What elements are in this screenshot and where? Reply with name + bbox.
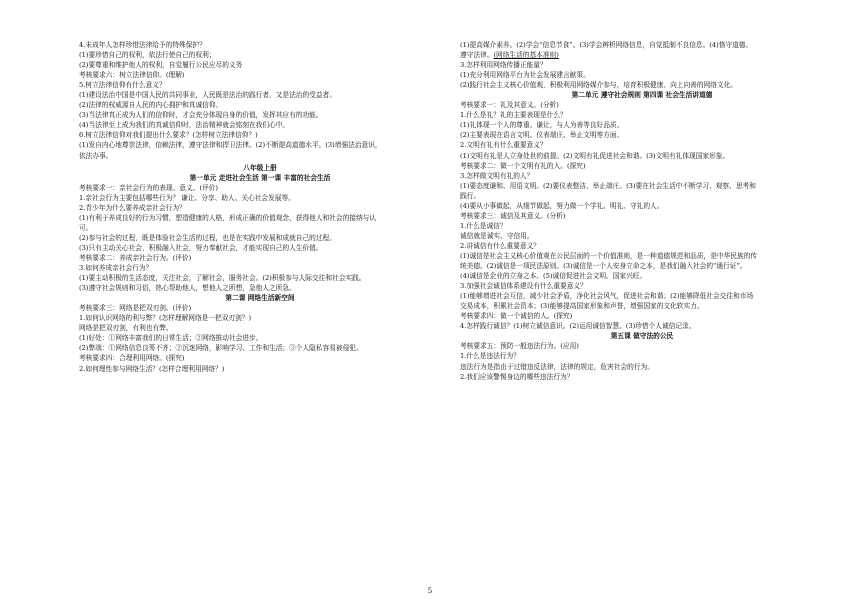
text-line <box>460 181 824 191</box>
line-text: (1)有利于养成良好的行为习惯，塑造健康的人格，形成正确的价值观念，获得他人和社会的接纳与认 <box>79 213 377 222</box>
text-line <box>460 50 824 60</box>
line-text: 践行。 <box>460 191 481 200</box>
text-line <box>460 80 824 90</box>
line-text: 1.亲社会行为主要包括哪些行为？ 谦让、分享、助人、关心社会发展等。 <box>79 193 295 202</box>
line-text: (2)参与社会的过程，既是体验社会生活的过程，也是在实践中发展和成就自己的过程。 <box>79 233 336 242</box>
text-line <box>79 110 441 120</box>
page-number: 5 <box>427 587 433 595</box>
line-text: 5.树立法律信仰有什么意义？ <box>79 81 166 90</box>
line-text: 4.怎样践行诚信？(1)树立诚信意识。(2)运用诚信智慧。(3)珍惜个人诚信记录。 <box>460 322 696 331</box>
text-line <box>79 223 441 233</box>
text-line <box>79 80 441 90</box>
line-text: 交易成本，积累社会资本；(3)能够提高国家形象和声誉，增强国家的文化软实力。 <box>460 302 704 311</box>
line-text: (2)法律的权威源自人民的内心拥护和真诚信仰。 <box>79 101 223 110</box>
line-text: 第二课 网络生活新空间 <box>225 294 295 303</box>
line-text: (1)好处：①网络丰富我们的日常生活；②网络推动社会进步。 <box>79 334 263 343</box>
line-text: (1)要珍惜自己的权利，依法行使自己的权利； <box>79 51 216 60</box>
line-text: 考核要求六：树立法律信仰。(理解) <box>79 71 185 80</box>
left-column <box>79 40 441 374</box>
text-line <box>460 221 824 231</box>
text-line <box>79 283 441 293</box>
line-text: 考核要求三：诚信及其意义。(分析) <box>460 211 566 220</box>
text-line <box>79 151 441 161</box>
text-line <box>460 241 824 251</box>
text-line <box>460 70 824 80</box>
section-heading <box>460 90 824 100</box>
line-text: 第二单元 遵守社会规则 第四课 社会生活讲道德 <box>571 91 713 100</box>
line-text: 2.讲诚信有什么重要意义？ <box>460 241 540 250</box>
section-heading <box>79 293 441 303</box>
text-line <box>460 301 824 311</box>
line-text: 考核要求二：做一个文明有礼的人。(探究) <box>460 161 586 170</box>
line-text: (2)要尊重和维护他人的权利，自觉履行公民应尽的义务 <box>79 61 243 70</box>
line-text: 第一单元 走进社会生活 第一课 丰富的社会生活 <box>189 173 331 182</box>
line-text: (2)主要表现在语言文明、仪表端庄、举止文明等方面。 <box>460 131 624 140</box>
line-text: 2.我们应该警惕身边的哪些违法行为？ <box>460 372 574 381</box>
text-line <box>79 323 441 333</box>
text-line <box>460 281 824 291</box>
text-line <box>460 351 824 361</box>
text-line <box>79 303 441 313</box>
text-line <box>460 120 824 130</box>
line-text: 第五课 做守法的公民 <box>610 332 674 341</box>
line-text: (3)只有主动关心社会，积极融入社会，努力奉献社会，才能实现自己的人生价值。 <box>79 243 323 252</box>
text-line <box>79 243 441 253</box>
text-line <box>79 353 441 363</box>
line-text: 3.怎样做文明有礼的人？ <box>460 171 534 180</box>
line-text: 遵守法律。 <box>460 51 494 60</box>
text-line <box>79 313 441 323</box>
line-text: 诚信就是诚实、守信用。 <box>460 231 534 240</box>
line-text: 考核要求二：养成亲社会行为。(评价) <box>79 253 192 262</box>
line-text: 考核要求四：做一个诚信的人。(探究) <box>460 312 573 321</box>
line-text: (3)遵守社会规则和习俗，热心帮助他人，想他人之所想，急他人之所急。 <box>79 284 296 293</box>
line-text: 3.怎样利用网络传播正能量？ <box>460 61 547 70</box>
line-text: 1.什么是违法行为？ <box>460 352 520 361</box>
text-line <box>460 362 824 372</box>
text-line <box>460 171 824 181</box>
line-text: (1)充分利用网络平台为社会发展建言献策。 <box>460 71 590 80</box>
text-line <box>79 203 441 213</box>
text-line <box>460 211 824 221</box>
text-line <box>460 140 824 150</box>
text-line <box>460 151 824 161</box>
line-text: 1.如何认识网络的利与弊？(怎样理解网络是一把双刃剑？) <box>79 314 252 323</box>
line-text: (1)要态度谦和、用语文明。(2)要仪表整洁、举止端庄。(3)要在社会生活中不断学习、观察、思考和 <box>460 181 756 190</box>
text-line <box>79 183 441 193</box>
text-line <box>79 333 441 343</box>
line-text: (4)要从小事做起，从细节做起，努力做一个学礼、明礼、守礼的人。 <box>460 201 664 210</box>
line-text: 八年级上册 <box>243 163 277 172</box>
line-text: (4)当法律至上成为我们的真诚信仰时，法治精神就会铭刻在我们心中。 <box>79 121 290 130</box>
text-line <box>460 231 824 241</box>
line-text: (2)践行社会主义核心价值观，积极利用网络媒介参与，培育积极健康、向上向善的网络文化。 <box>460 81 737 90</box>
line-text: 网络是把双刃剑，有利也有弊。 <box>79 324 173 333</box>
text-line <box>79 70 441 80</box>
text-line <box>79 253 441 263</box>
line-text: (2)弊端：①网络信息良莠不齐；②沉迷网络，影响学习、工作和生活；③个人隐私容易被侵犯。 <box>79 344 363 353</box>
text-line <box>460 60 824 70</box>
text-line <box>79 40 441 50</box>
line-text: 考核要求三：网络是把双刃剑。(评价) <box>79 304 192 313</box>
line-text: (1)要主动积极的生活态度，关注社会，了解社会，服务社会。(2)积极参与人际交往和社会实践。 <box>79 274 366 283</box>
text-line <box>460 372 824 382</box>
line-text: 1.什么是诚信？ <box>460 221 507 230</box>
text-line <box>460 110 824 120</box>
text-line <box>460 201 824 211</box>
text-line <box>79 233 441 243</box>
text-line <box>460 321 824 331</box>
right-column <box>460 40 824 382</box>
text-line <box>460 40 824 50</box>
line-text: 3.如何养成亲社会行为？ <box>79 264 153 273</box>
text-line <box>79 273 441 283</box>
line-text: (1)能够增进社会互信，减少社会矛盾，净化社会风气，促进社会和谐；(2)能够降低社会交往和市场 <box>460 292 754 301</box>
line-text: 4.未成年人怎样珍惜法律给予的特殊保护？ <box>79 41 206 49</box>
line-text: 2.如何理性参与网络生活？(怎样合理利用网络？) <box>79 364 225 373</box>
section-heading <box>79 173 441 183</box>
text-line <box>79 193 441 203</box>
line-text: (1)诚信是社会主义核心价值观在公民层面的一个价值准则，是一种道德规范和品质，是中华民族的传 <box>460 251 758 260</box>
text-line <box>460 191 824 201</box>
text-line <box>460 251 824 261</box>
section-heading <box>460 331 824 341</box>
line-text: (1)建设法治中国是中国人民的共同事业，人民既是法治的践行者，又是法治的受益者。 <box>79 91 336 100</box>
text-line <box>460 291 824 301</box>
line-text: 2.青少年为什么要养成亲社会行为？ <box>79 203 186 212</box>
line-text: (1)发自内心地尊崇法律，信赖法律，遵守法律和捍卫法律。(2)不断提高道德水平。(3)增强法治意识， <box>79 141 382 150</box>
text-line <box>79 263 441 273</box>
line-text: (3)当法律真正成为人们的信仰时，才会充分体现自身的价值，发挥其应有的功能。 <box>79 111 323 120</box>
line-text: (1)礼体现一个人的尊重、谦让，与人为善等良好品质。 <box>460 121 624 130</box>
line-text: (4)诚信是企业的立身之本。(5)诚信促进社会文明、国家兴旺。 <box>460 272 647 281</box>
text-line <box>460 271 824 281</box>
text-line <box>460 311 824 321</box>
line-text: (1)文明有礼是人立身处世的前提。(2)文明有礼促进社会和谐。(3)文明有礼体现国家形象。 <box>460 151 730 160</box>
line-text: 1.什么是礼？礼的主要表现是什么？ <box>460 111 567 120</box>
text-line <box>79 343 441 353</box>
line-text: 违法行为是指由于过错违反法律，法律的规定，危害社会的行为。 <box>460 362 654 371</box>
line-text: 2.文明有礼有什么重要意义？ <box>460 141 547 150</box>
text-line <box>79 120 441 130</box>
text-line <box>79 50 441 60</box>
line-text: 考核要求五：预防一般违法行为。(应用) <box>460 342 579 351</box>
line-text: 考核要求一：礼及其意义。(分析) <box>460 101 559 110</box>
text-line <box>79 140 441 150</box>
line-text: (1)提高媒介素养。(2)学会“信息节食”。(3)学会辨析网络信息，自觉抵制不良信息。(4)恪守道德、 <box>460 41 753 49</box>
text-line <box>460 161 824 171</box>
line-text: 6.树立法律信仰对我们提出什么要求？(怎样树立法律信仰？) <box>79 131 258 140</box>
section-heading <box>79 163 441 173</box>
text-line <box>460 341 824 351</box>
line-text: 依法办事。 <box>79 151 113 160</box>
text-line <box>79 213 441 223</box>
text-line <box>79 364 441 374</box>
text-line <box>79 90 441 100</box>
line-text: 考核要求一：亲社会行为的表现、意义。(评价) <box>79 183 218 192</box>
line-text: 可。 <box>79 223 93 232</box>
text-line <box>460 261 824 271</box>
underlined-note: (网络生活的基本准则) <box>493 51 559 60</box>
line-text: 3.加强社会诚信体系建设有什么重要意义？ <box>460 282 587 291</box>
text-line <box>79 130 441 140</box>
text-line <box>79 60 441 70</box>
text-line <box>460 100 824 110</box>
line-text: 统美德。(2)诚信是一项民法原则。(3)诚信是一个人安身立命之本，是我们融入社会的“通行证”。 <box>460 262 747 271</box>
text-line <box>79 100 441 110</box>
text-line <box>460 130 824 140</box>
line-text: 考核要求四：合理利用网络。(探究) <box>79 354 185 363</box>
